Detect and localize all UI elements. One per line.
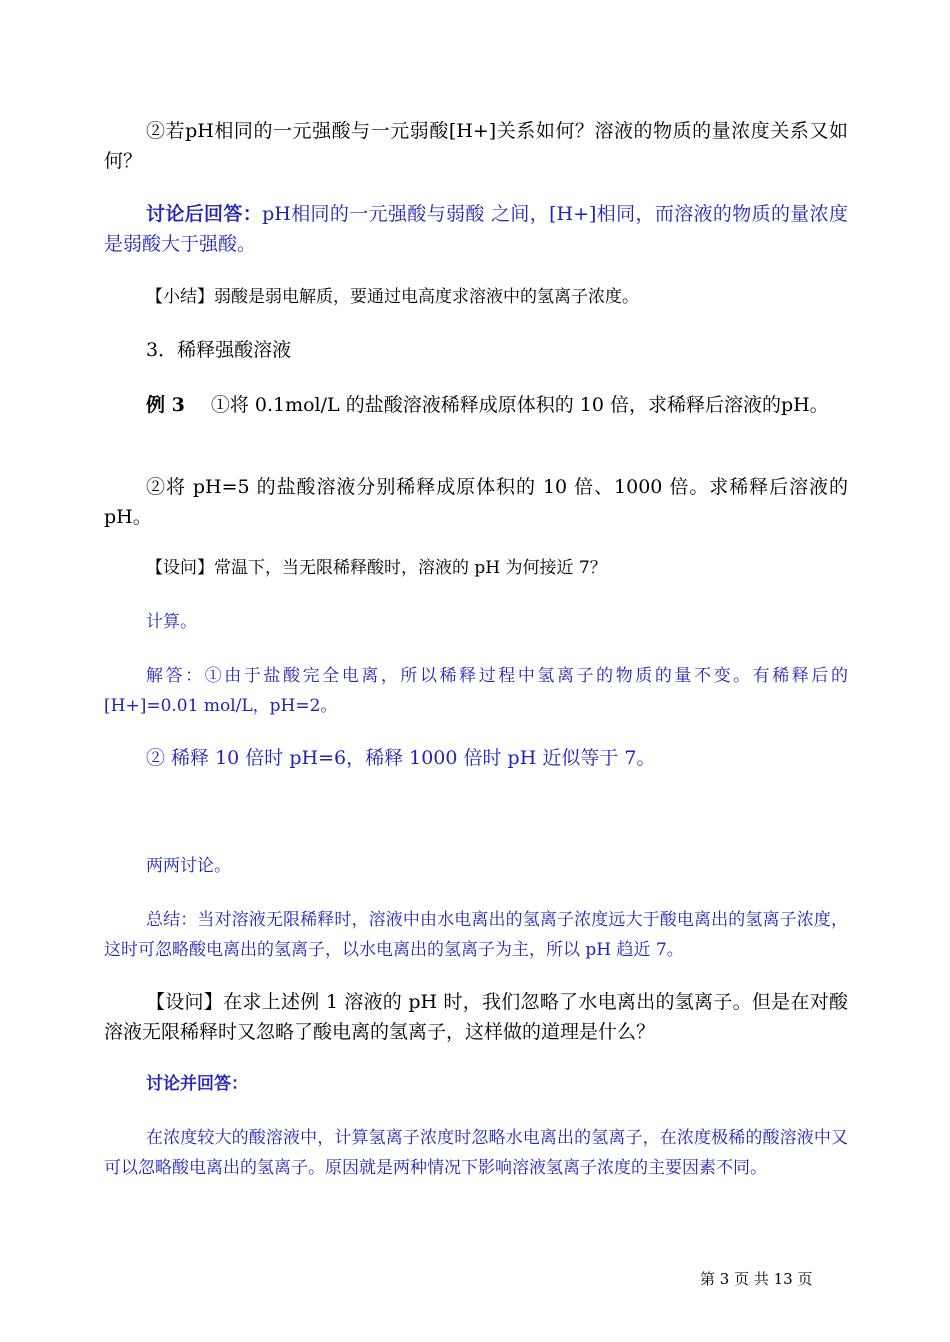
example-3-part-2 — [104, 472, 848, 532]
discussion-heading — [104, 1069, 848, 1099]
calculate-text: 计算。 — [146, 612, 197, 632]
explanation-text: 在浓度较大的酸溶液中，计算氢离子浓度时忽略水电离出的氢离子，在浓度极稀的酸溶液中又可以忽略酸电离出的氢离子。原因就是两种情况下影响溶液氢离子浓度的主要因素不同。 — [104, 1128, 848, 1178]
example-part-text: ②将 pH=5 的盐酸溶液分别稀释成原体积的 10 倍、1000 倍。求稀释后溶液的 pH。 — [104, 476, 848, 528]
final-explanation — [104, 1123, 848, 1183]
question-text: 【设问】常温下，当无限稀释酸时，溶液的 pH 为何接近 7？ — [146, 558, 607, 578]
example-3 — [104, 390, 848, 420]
answer-text: pH相同的一元强酸与弱酸 之间，[H+]相同，而溶液的物质的量浓度是弱酸大于强酸。 — [104, 203, 848, 255]
question-infinite-dilution — [104, 553, 848, 583]
solution-text: ② 稀释 10 倍时 pH=6，稀释 1000 倍时 pH 近似等于 7。 — [146, 747, 656, 769]
section-heading-dilute-strong-acid — [104, 335, 848, 365]
question-why-ignore — [104, 987, 848, 1047]
summary-text: 【小结】弱酸是弱电解质，要通过电高度求溶液中的氢离子浓度。 — [146, 287, 639, 307]
solution-part-1 — [104, 661, 848, 721]
calculate-note — [104, 607, 848, 637]
discussion-answer — [104, 199, 848, 259]
solution-part-2 — [104, 743, 848, 773]
question-text: ②若pH相同的一元强酸与一元弱酸[H+]关系如何？溶液的物质的量浓度关系又如何？ — [104, 120, 848, 172]
example-label: 例 3 — [146, 394, 185, 416]
conclusion-text: 总结：当对溶液无限稀释时，溶液中由水电离出的氢离子浓度远大于酸电离出的氢离子浓度，这时可忽略酸电离出的氢离子，以水电离出的氢离子为主，所以 pH 趋近 7。 — [104, 910, 848, 960]
question-text: 【设问】在求上述例 1 溶液的 pH 时，我们忽略了水电离出的氢离子。但是在对酸溶液无限稀释时又忽略了酸电离的氢离子，这样做的道理是什么？ — [104, 991, 848, 1043]
question-strong-vs-weak-acid — [104, 116, 848, 176]
example-text: ①将 0.1mol/L 的盐酸溶液稀释成原体积的 10 倍，求稀释后溶液的pH。 — [210, 394, 829, 416]
page-number: 第 3 页 共 13 页 — [700, 1270, 813, 1288]
pair-discussion — [104, 851, 848, 881]
discussion-text: 两两讨论。 — [146, 856, 231, 876]
answer-lead: 讨论后回答： — [146, 203, 263, 225]
section-heading-text: 3．稀释强酸溶液 — [146, 339, 292, 361]
discussion-heading-text: 讨论并回答： — [146, 1074, 248, 1094]
summary-note — [104, 282, 848, 312]
conclusion — [104, 905, 848, 965]
solution-text: 解答：①由于盐酸完全电离，所以稀释过程中氢离子的物质的量不变。有稀释后的[H+]=0.01 mol/L，pH=2。 — [104, 666, 848, 716]
